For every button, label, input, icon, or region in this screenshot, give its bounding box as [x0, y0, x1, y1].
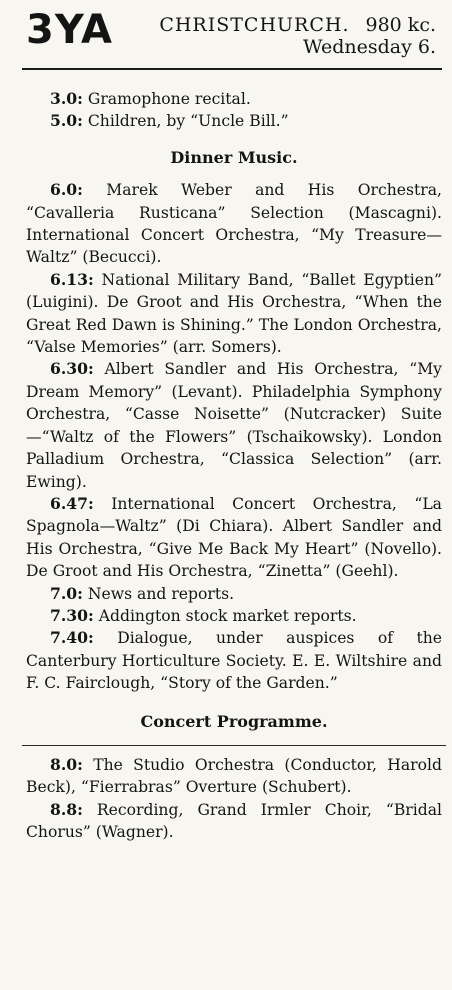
section-rule: [22, 745, 446, 746]
programme-item: [26, 754, 442, 799]
item-text: Gramophone recital.: [87, 90, 251, 108]
item-time: 3.0:: [50, 89, 83, 108]
programme-item: [26, 583, 442, 605]
item-text: Marek Weber and His Orchestra, “Cavalleria Rusticana” Selection (Mascagni). International Concert Orchestra, “My Treasure—Waltz” (Becucci).: [26, 181, 442, 267]
item-text: Recording, Grand Irmler Choir, “Bridal Chorus” (Wagner).: [26, 800, 442, 842]
station-city: CHRISTCHURCH.: [159, 14, 350, 36]
programme-item: [26, 799, 442, 844]
item-time: 7.40:: [50, 628, 94, 648]
station-details: [136, 14, 436, 58]
item-text: Dialogue, under auspices of the Canterbury Horticulture Society. E. E. Wiltshire and F. C. Fairclough, “Story of the Garden.”: [26, 629, 442, 693]
header-rule: [22, 68, 442, 70]
item-time: 6.47:: [50, 493, 94, 513]
station-frequency: 980 kc.: [365, 14, 436, 36]
item-time: 7.30:: [50, 605, 94, 625]
programme-item: [26, 358, 442, 492]
item-text: The Studio Orchestra (Conductor, Harold Beck), “Fierrabras” Overture (Schubert).: [26, 755, 442, 797]
item-text: National Military Band, “Ballet Egyptien” (Luigini). De Groot and His Orchestra, “When the Great Red Dawn is Shining.” The London Orchestra, “Valse Memories” (arr. Somers).: [26, 270, 442, 357]
dinner-music-heading: Dinner Music.: [170, 147, 298, 167]
programme-item: [26, 110, 442, 132]
item-time: 8.8:: [50, 799, 83, 819]
station-header: [22, 6, 442, 66]
programme-listing: [26, 88, 442, 844]
item-text: Addington stock market reports.: [98, 606, 357, 625]
item-time: 6.0:: [50, 180, 83, 200]
item-time: 6.30:: [50, 359, 94, 379]
programme-item: [26, 627, 442, 694]
item-time: 5.0:: [50, 111, 83, 131]
concert-programme-heading: Concert Programme.: [140, 711, 328, 731]
programme-item: [26, 88, 442, 110]
item-text: Albert Sandler and His Orchestra, “My Dream Memory” (Levant). Philadelphia Symphony Orchestra, “Casse Noisette” (Nutcracker) Suite—“Waltz of the Flowers” (Tschaikowsky). London Palladium Orchestra, “Classica Selection” (arr. Ewing).: [26, 360, 442, 491]
programme-item: [26, 179, 442, 269]
item-text: Children, by “Uncle Bill.”: [87, 112, 289, 131]
programme-item: [26, 269, 442, 359]
station-callsign: 3YA: [26, 7, 113, 53]
item-text: International Concert Orchestra, “La Spagnola—Waltz” (Di Chiara). Albert Sandler and His Orchestra, “Give Me Back My Heart” (Novello). De Groot and His Orchestra, “Zinetta” (Geehl).: [26, 494, 442, 581]
item-time: 6.13:: [50, 269, 94, 289]
item-time: 7.0:: [50, 583, 83, 603]
programme-item: [26, 605, 442, 627]
item-text: News and reports.: [87, 584, 235, 603]
item-time: 8.0:: [50, 754, 83, 774]
broadcast-day: Wednesday 6.: [302, 36, 436, 58]
programme-item: [26, 493, 442, 583]
